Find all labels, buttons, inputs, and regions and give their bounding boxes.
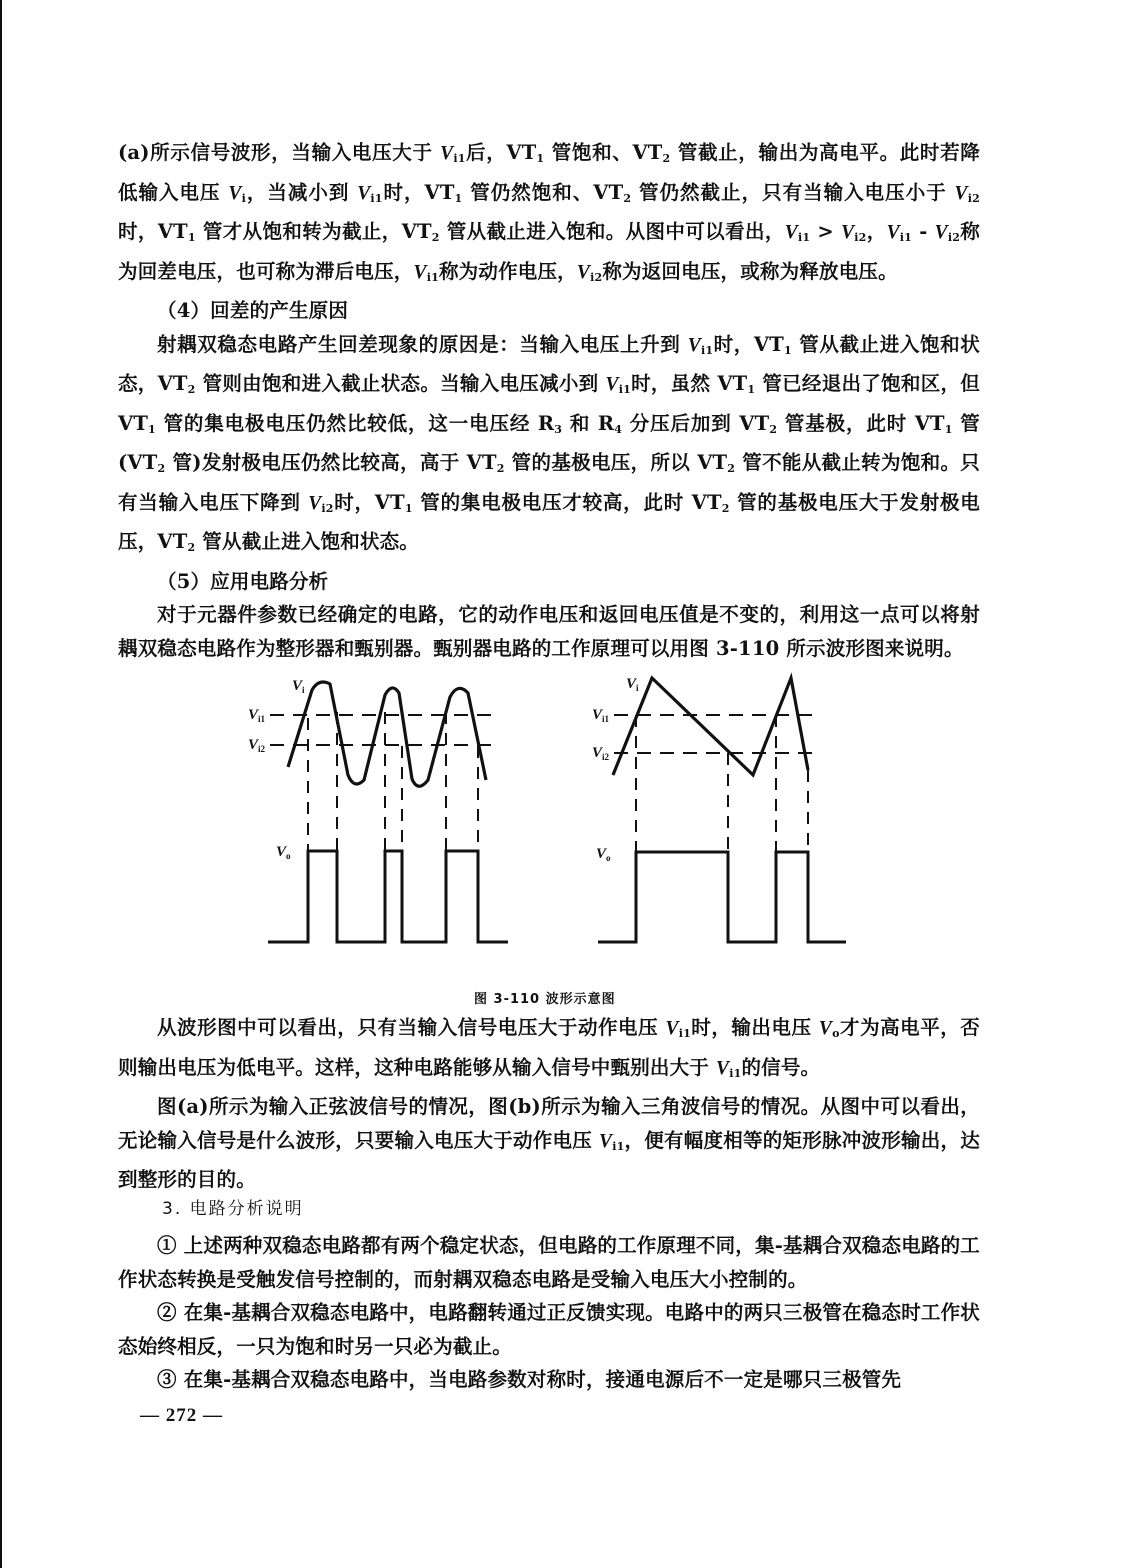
paragraph-hysteresis-description: (a)所示信号波形，当输入电压大于 $V_{i1}$后，$VT_1$ 管饱和、$VT_2$ 管截止，输出为高电平。此时若降低输入电压 $V_i$，当减小到 $V_{i1}$时，$VT_1$ 管仍然饱和、$VT_2$ 管仍然截止，只有当输入电压小于 $V_{i2}$时，$VT_1$ 管才从饱和转为截止，$VT_2$ 管从截止进入饱和。从图中可以看出，$V_{i1} > V_{i2}$，$V_{i1} - V_{i2}$称为回差电压，也可称为滞后电压，$V_{i1}$称为动作电压，$V_{i2}$称为返回电压，或称为释放电压。 [118, 141, 981, 284]
panel-b-output-pulse-waveform [598, 852, 846, 942]
figure-caption: 图 3-110 波形示意图 [474, 992, 616, 1007]
heading-application-analysis: （5）应用电路分析 [157, 569, 329, 593]
panel-a [268, 682, 508, 942]
panel-a-vo-label: $V_o$ [276, 844, 291, 861]
paragraph-hysteresis-cause: 射耦双稳态电路产生回差现象的原因是：当输入电压上升到 $V_{i1}$时，$VT_1$ 管从截止进入饱和状态，$VT_2$ 管则由饱和进入截止状态。当输入电压减小到 $V_{i1}$时，虽然 $VT_1$ 管已经退出了饱和区，但 $VT_1$ 管的集电极电压仍然比较低，这一电压经 $R_3$ 和 $R_4$ 分压后加到 $VT_2$ 管基极，此时 $VT_1$ 管($VT_2$ 管)发射极电压仍然比较高，高于 $VT_2$ 管的基极电压，所以 $VT_2$ 管不能从截止转为饱和。只有当输入电压下降到 $V_{i2}$时，$VT_1$ 管的集电极电压才较高，此时 $VT_2$ 管的基极电压大于发射极电压，$VT_2$ 管从截止进入饱和状态。 [118, 332, 981, 554]
section-heading-circuit-analysis: 3. 电路分析说明 [162, 1199, 304, 1219]
paragraph-waveform-explanation: 从波形图中可以看出，只有当输入信号电压大于动作电压 $V_{i1}$时，输出电压 $V_o$才为高电平，否则输出电压为低电平。这样，这种电路能够从输入信号中甄别出大于 $V_{i1}$的信号。 [118, 1016, 980, 1080]
panel-b-vi1-label: $V_{i1}$ [592, 707, 610, 724]
panel-a-vi-label: $V_i$ [292, 678, 305, 695]
panel-b-vi-label: $V_i$ [626, 676, 639, 693]
panel-a-vi1-label: $V_{i1}$ [248, 707, 266, 724]
panel-a-output-pulse-waveform [268, 851, 508, 942]
paragraph-application-analysis: 对于元器件参数已经确定的电路，它的动作电压和返回电压值是不变的，利用这一点可以将射耦双稳态电路作为整形器和甄别器。甄别器电路的工作原理可以用图 3-110 所示波形图来说明。 [118, 603, 980, 660]
list-item-2: ② 在集-基耦合双稳态电路中，电路翻转通过正反馈实现。电路中的两只三极管在稳态时工作状态始终相反，一只为饱和时另一只必为截止。 [118, 1301, 980, 1358]
paragraph-shaping-purpose: 图(a)所示为输入正弦波信号的情况，图(b)所示为输入三角波信号的情况。从图中可以看出，无论输入信号是什么波形，只要输入电压大于动作电压 $V_{i1}$，便有幅度相等的矩形脉冲波形输出，达到整形的目的。 [118, 1095, 980, 1191]
panel-b-labels [592, 676, 639, 863]
heading-hysteresis-cause: （4）回差的产生原因 [157, 299, 349, 322]
page-left-border [0, 0, 2, 1568]
body-text-top [118, 136, 980, 665]
list-item-1: ① 上述两种双稳态电路都有两个稳定状态，但电路的工作原理不同，集-基耦合双稳态电路的工作状态转换是受触发信号控制的，而射耦双稳态电路是受输入电压大小控制的。 [118, 1234, 980, 1291]
list-item-3: ③ 在集-基耦合双稳态电路中，当电路参数对称时，接通电源后不一定是哪只三极管先 [157, 1368, 902, 1391]
panel-b-vi2-label: $V_{i2}$ [592, 745, 610, 762]
page-number: — 272 — [140, 1405, 223, 1426]
panel-a-vi2-label: $V_{i2}$ [248, 737, 266, 754]
panel-b [598, 678, 846, 942]
body-text-bottom [118, 1229, 980, 1397]
panel-a-sine-input-waveform [288, 682, 486, 786]
panel-b-triangle-input-waveform [613, 678, 808, 775]
body-text-middle [118, 1011, 980, 1197]
panel-b-vo-label: $V_o$ [596, 846, 611, 863]
panel-a-labels [248, 678, 305, 861]
